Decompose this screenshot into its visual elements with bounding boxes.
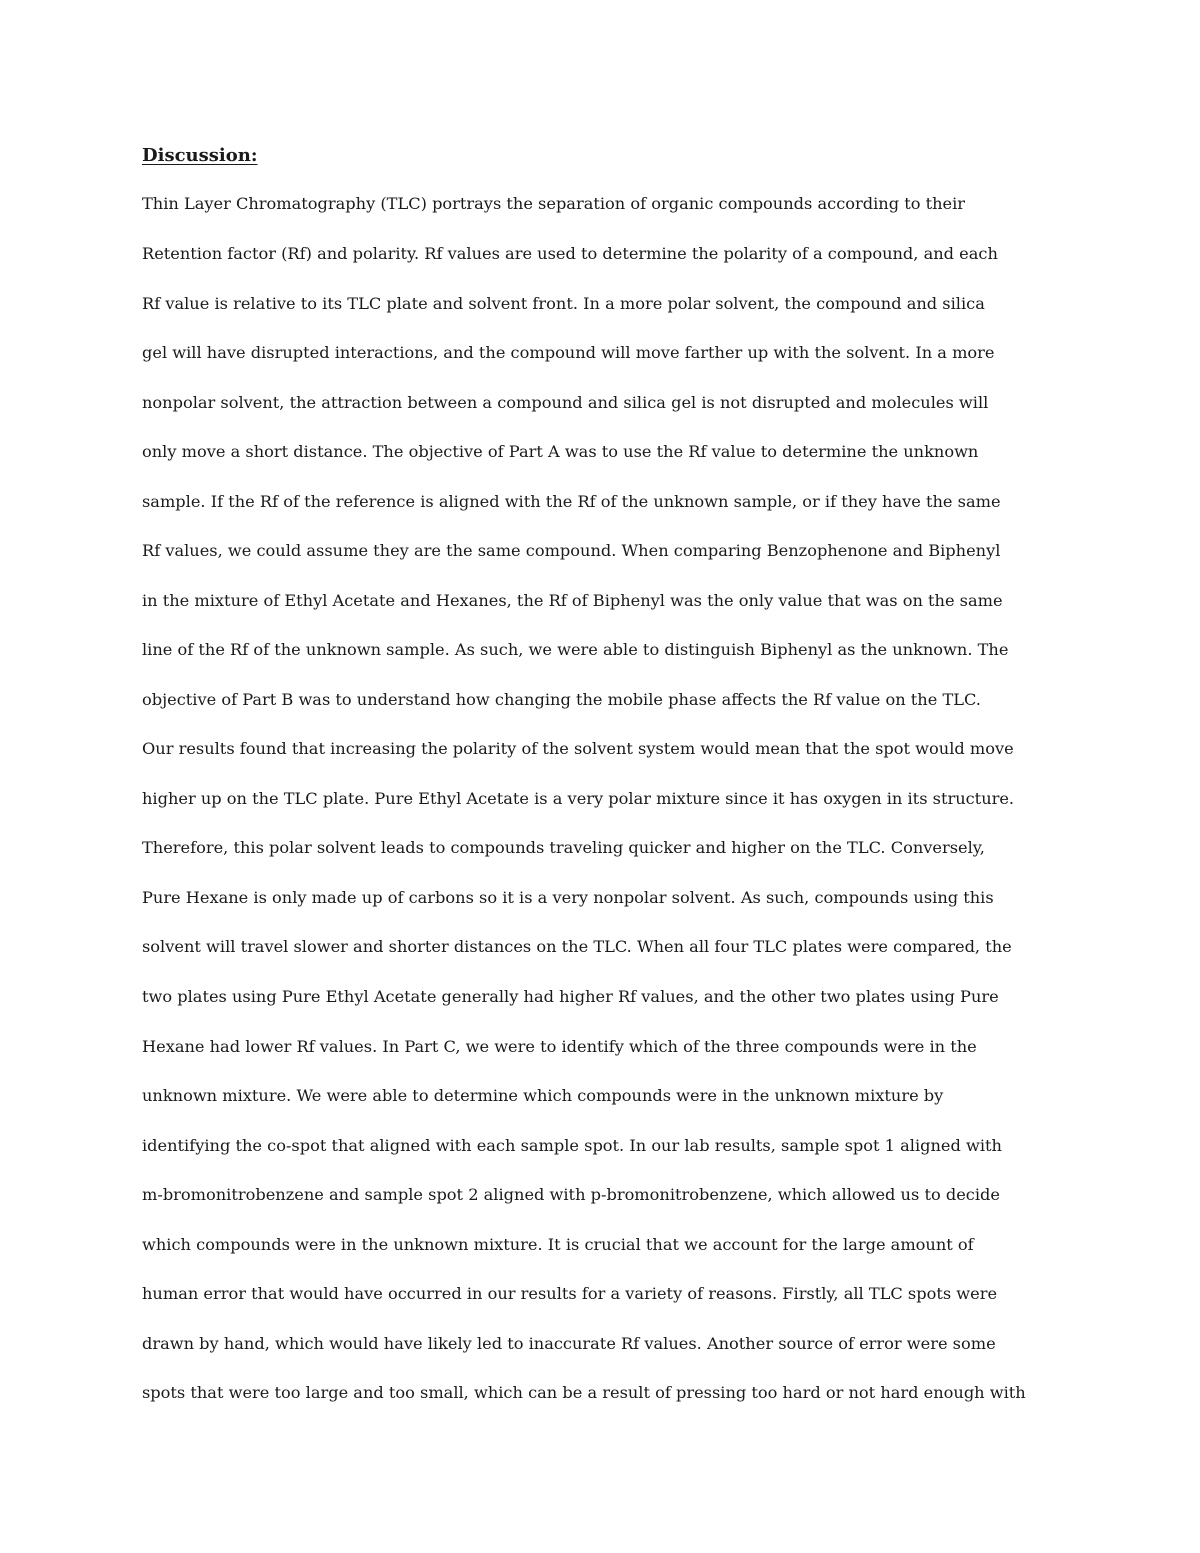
body-line: in the mixture of Ethyl Acetate and Hexanes, the Rf of Biphenyl was the only value that was on the same [142, 591, 1003, 610]
body-line: line of the Rf of the unknown sample. As such, we were able to distinguish Biphenyl as the unknown. The [142, 640, 1009, 659]
body-line: Rf value is relative to its TLC plate and solvent front. In a more polar solvent, the compound and silica [142, 294, 985, 313]
body-line: solvent will travel slower and shorter distances on the TLC. When all four TLC plates were compared, the [142, 937, 1012, 956]
body-line: Rf values, we could assume they are the same compound. When comparing Benzophenone and Biphenyl [142, 541, 1001, 560]
body-line: Pure Hexane is only made up of carbons so it is a very nonpolar solvent. As such, compounds using this [142, 888, 994, 907]
body-line: which compounds were in the unknown mixture. It is crucial that we account for the large amount of [142, 1235, 974, 1254]
body-line: sample. If the Rf of the reference is aligned with the Rf of the unknown sample, or if they have the same [142, 492, 1001, 511]
body-line: spots that were too large and too small, which can be a result of pressing too hard or not hard enough with [142, 1383, 1026, 1402]
body-line: nonpolar solvent, the attraction between a compound and silica gel is not disrupted and molecules will [142, 393, 989, 412]
body-line: human error that would have occurred in our results for a variety of reasons. Firstly, all TLC spots were [142, 1284, 998, 1303]
body-line: Hexane had lower Rf values. In Part C, we were to identify which of the three compounds were in the [142, 1037, 977, 1056]
body-line: only move a short distance. The objective of Part A was to use the Rf value to determine the unknown [142, 442, 979, 461]
body-line: unknown mixture. We were able to determine which compounds were in the unknown mixture by [142, 1086, 944, 1105]
body-line: gel will have disrupted interactions, and the compound will move farther up with the solvent. In a more [142, 343, 995, 362]
body-line: objective of Part B was to understand how changing the mobile phase affects the Rf value on the TLC. [142, 690, 981, 709]
body-line: identifying the co-spot that aligned with each sample spot. In our lab results, sample spot 1 aligned with [142, 1136, 1002, 1155]
body-line: m-bromonitrobenzene and sample spot 2 aligned with p-bromonitrobenzene, which allowed us to decide [142, 1185, 1000, 1204]
body-line: Our results found that increasing the polarity of the solvent system would mean that the spot would move [142, 739, 1014, 758]
body-line: drawn by hand, which would have likely led to inaccurate Rf values. Another source of error were some [142, 1334, 996, 1353]
body-line: Thin Layer Chromatography (TLC) portrays the separation of organic compounds according to their [142, 194, 966, 213]
body-line: Therefore, this polar solvent leads to compounds traveling quicker and higher on the TLC. Conversely, [142, 838, 985, 857]
body-line: Retention factor (Rf) and polarity. Rf values are used to determine the polarity of a compound, and each [142, 244, 998, 263]
body-line: higher up on the TLC plate. Pure Ethyl Acetate is a very polar mixture since it has oxygen in its structure. [142, 789, 1015, 808]
section-heading: Discussion: [142, 145, 258, 166]
body-line: two plates using Pure Ethyl Acetate generally had higher Rf values, and the other two plates using Pure [142, 987, 999, 1006]
